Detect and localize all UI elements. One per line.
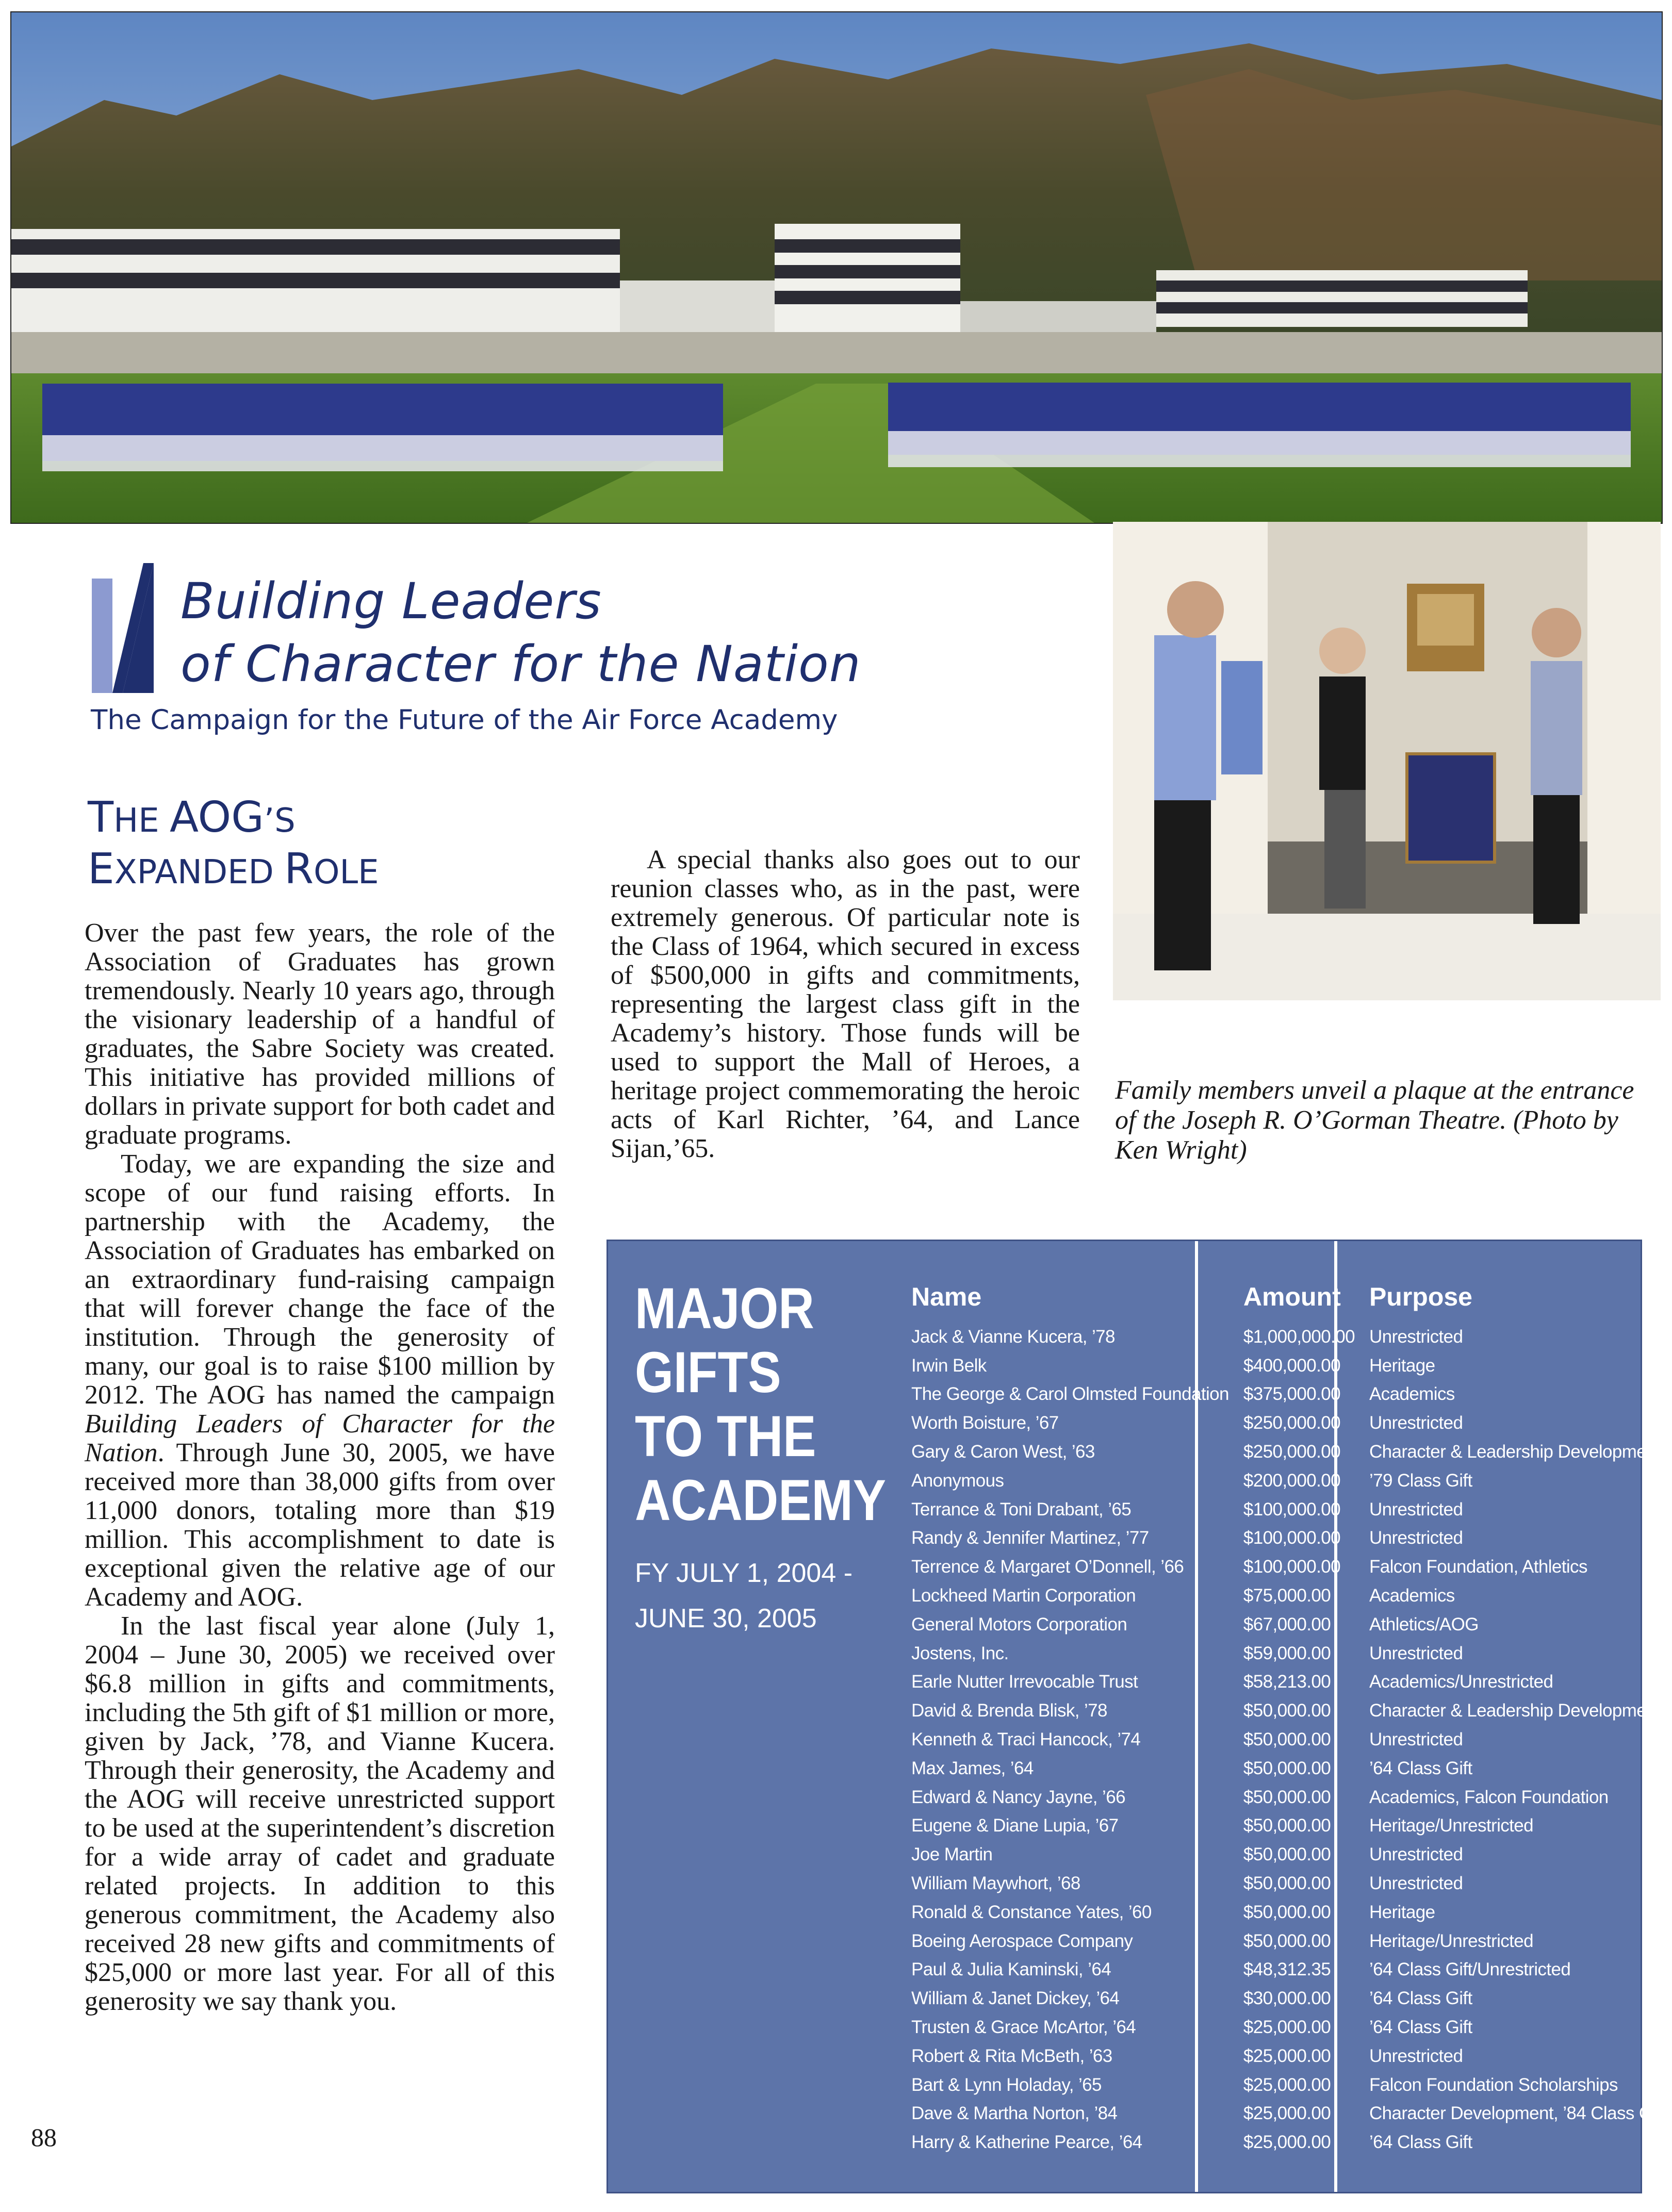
gift-amount: $200,000.00 xyxy=(1243,1470,1340,1491)
gift-amount: $30,000.00 xyxy=(1243,1988,1331,2009)
gift-purpose: Falcon Foundation, Athletics xyxy=(1369,1557,1587,1577)
table-row xyxy=(904,1984,1666,2013)
donor-name: William Maywhort, ’68 xyxy=(911,1873,1080,1894)
gift-purpose: Academics/Unrestricted xyxy=(1369,1672,1553,1692)
gift-purpose: Unrestricted xyxy=(1369,2045,1463,2066)
page-title-line-2: of Character for the Nation xyxy=(181,635,861,693)
table-row xyxy=(904,2071,1666,2100)
table-row xyxy=(904,1668,1666,1697)
donor-name: Gary & Caron West, ’63 xyxy=(911,1442,1095,1462)
table-row xyxy=(904,1524,1666,1553)
donor-name: Paul & Julia Kaminski, ’64 xyxy=(911,1959,1111,1980)
gift-purpose: Academics xyxy=(1369,1384,1455,1405)
table-row xyxy=(904,1639,1666,1668)
gift-purpose: Unrestricted xyxy=(1369,1844,1463,1865)
gift-amount: $250,000.00 xyxy=(1243,1413,1340,1433)
table-row xyxy=(904,1553,1666,1581)
gift-amount: $25,000.00 xyxy=(1243,2045,1331,2066)
gift-purpose: Academics, Falcon Foundation xyxy=(1369,1787,1609,1807)
section-heading-line-2: EXPANDED ROLE xyxy=(88,845,379,894)
gift-amount: $50,000.00 xyxy=(1243,1787,1331,1807)
article-column-2 xyxy=(611,846,1080,1163)
gift-purpose: Athletics/AOG xyxy=(1369,1614,1479,1635)
gift-purpose: ’64 Class Gift xyxy=(1369,2017,1472,2038)
gifts-title-line: TO THE xyxy=(635,1404,816,1468)
gift-purpose: ’64 Class Gift xyxy=(1369,1758,1472,1778)
table-row xyxy=(904,2128,1666,2157)
page-title-line-1: Building Leaders xyxy=(181,572,602,630)
gift-purpose: ’64 Class Gift/Unrestricted xyxy=(1369,1959,1571,1980)
donor-name: Dave & Martha Norton, ’84 xyxy=(911,2103,1118,2124)
gift-amount: $75,000.00 xyxy=(1243,1586,1331,1606)
gift-amount: $50,000.00 xyxy=(1243,1902,1331,1922)
gift-purpose: ’64 Class Gift xyxy=(1369,1988,1472,2009)
gift-purpose: Unrestricted xyxy=(1369,1326,1463,1347)
gift-purpose: Unrestricted xyxy=(1369,1499,1463,1520)
article-paragraph: A special thanks also goes out to our reunion classes who, as in the past, were extremely generous. Of particular note is the Class of 1964, which secured in excess of $500,000 in gifts and commitments, representing the largest class gift in the Academy’s history. Those funds will be used to support the Mall of Heroes, a heritage project commemorating the heroic acts of Karl Richter, ’64, and Lance Sijan,’65. xyxy=(611,845,1080,1163)
donor-name: Joe Martin xyxy=(911,1844,993,1865)
gift-amount: $100,000.00 xyxy=(1243,1499,1340,1520)
gift-purpose: Character Development, ’84 Class Gift xyxy=(1369,2103,1666,2124)
header-amount: Amount xyxy=(1243,1282,1341,1311)
donor-name: Randy & Jennifer Martinez, ’77 xyxy=(911,1528,1149,1548)
gift-amount: $58,213.00 xyxy=(1243,1672,1331,1692)
gift-purpose: Falcon Foundation Scholarships xyxy=(1369,2074,1618,2095)
parade-field-illustration xyxy=(11,12,1662,523)
gift-purpose: Character & Leadership Development xyxy=(1369,1442,1661,1462)
gift-amount: $250,000.00 xyxy=(1243,1442,1340,1462)
page-subtitle: The Campaign for the Future of the Air Force Academy xyxy=(91,704,838,736)
gift-amount: $48,312.35 xyxy=(1243,1959,1331,1980)
donor-name: Jack & Vianne Kucera, ’78 xyxy=(911,1326,1115,1347)
article-paragraph: In the last fiscal year alone (July 1, 2004 – June 30, 2005) we received over $6.8 million in gifts and commitments, including the 5th gift of $1 million or more, given by Jack, ’78, and Vianne Kucera. Through their generosity, the Academy and the AOG will receive unrestricted support to be used at the superintendent’s discretion for a wide array of cadet and graduate related projects. In addition to this generous commitment, the Academy also received 28 new gifts and commitments of $25,000 or more last year. For all of this generosity we say thank you. xyxy=(85,1611,555,2016)
gift-purpose: Unrestricted xyxy=(1369,1729,1463,1750)
gift-amount: $25,000.00 xyxy=(1243,2103,1331,2124)
table-row xyxy=(904,1610,1666,1639)
donor-name: Bart & Lynn Holaday, ’65 xyxy=(911,2074,1102,2095)
gift-amount: $50,000.00 xyxy=(1243,1844,1331,1865)
donor-name: General Motors Corporation xyxy=(911,1614,1127,1635)
donor-name: Eugene & Diane Lupia, ’67 xyxy=(911,1815,1119,1836)
gift-amount: $25,000.00 xyxy=(1243,2074,1331,2095)
gift-amount: $67,000.00 xyxy=(1243,1614,1331,1635)
donor-name: Terrence & Margaret O’Donnell, ’66 xyxy=(911,1557,1184,1577)
table-row xyxy=(904,1323,1666,1351)
gift-amount: $25,000.00 xyxy=(1243,2017,1331,2038)
gift-amount: $1,000,000.00 xyxy=(1243,1326,1355,1347)
donor-name: Jostens, Inc. xyxy=(911,1643,1009,1663)
gift-amount: $50,000.00 xyxy=(1243,1930,1331,1951)
table-row xyxy=(904,1438,1666,1466)
table-row xyxy=(904,1840,1666,1869)
gift-purpose: Unrestricted xyxy=(1369,1413,1463,1433)
table-row xyxy=(904,2100,1666,2128)
gift-amount: $50,000.00 xyxy=(1243,1815,1331,1836)
gift-purpose: Character & Leadership Development xyxy=(1369,1701,1661,1721)
donor-name: The George & Carol Olmsted Foundation xyxy=(911,1384,1229,1405)
gift-amount: $100,000.00 xyxy=(1243,1528,1340,1548)
plaque-unveiling-photo xyxy=(1113,522,1661,1000)
gift-amount: $100,000.00 xyxy=(1243,1557,1340,1577)
table-row xyxy=(904,1898,1666,1927)
gift-purpose: Academics xyxy=(1369,1586,1455,1606)
donor-name: Harry & Katherine Pearce, ’64 xyxy=(911,2132,1142,2153)
donor-name: Trusten & Grace McArtor, ’64 xyxy=(911,2017,1136,2038)
photo-caption: Family members unveil a plaque at the entrance of the Joseph R. O’Gorman Theatre. (Photo by Ken Wright) xyxy=(1115,1076,1634,1165)
article-paragraph: Today, we are expanding the size and scope of our fund raising efforts. In partnership with the Academy, the Association of Graduates has embarked on an extraordinary fund-raising campaign that will forever change the face of the institution. Through the generosity of many, our goal is to raise $100 million by 2012. The AOG has named the campaign Building Leaders of Character for the Nation. Through June 30, 2005, we have received more than 38,000 gifts from over 11,000 donors, totaling more than $19 million. This accomplishment to date is exceptional given the relative age of our Academy and AOG. xyxy=(85,1149,555,1612)
table-row xyxy=(904,1812,1666,1841)
gift-purpose: ’64 Class Gift xyxy=(1369,2132,1472,2153)
table-row xyxy=(904,1495,1666,1524)
gifts-title-line: ACADEMY xyxy=(635,1468,886,1532)
donor-name: Edward & Nancy Jayne, ’66 xyxy=(911,1787,1125,1807)
donor-name: Boeing Aerospace Company xyxy=(911,1930,1133,1951)
header-purpose: Purpose xyxy=(1369,1282,1472,1311)
donor-name: Robert & Rita McBeth, ’63 xyxy=(911,2045,1112,2066)
gifts-period-line-1: FY JULY 1, 2004 - xyxy=(635,1558,853,1588)
table-row xyxy=(904,1869,1666,1898)
major-gifts-table xyxy=(904,1281,1666,2157)
donor-name: Max James, ’64 xyxy=(911,1758,1034,1778)
gifts-period-line-2: JUNE 30, 2005 xyxy=(635,1604,817,1633)
table-row xyxy=(904,1380,1666,1409)
donor-name: Earle Nutter Irrevocable Trust xyxy=(911,1672,1138,1692)
gift-amount: $400,000.00 xyxy=(1243,1355,1340,1376)
donor-name: David & Brenda Blisk, ’78 xyxy=(911,1701,1107,1721)
gift-purpose: Heritage/Unrestricted xyxy=(1369,1930,1534,1951)
title-slash-logo xyxy=(92,563,154,693)
donor-name: Terrance & Toni Drabant, ’65 xyxy=(911,1499,1132,1520)
table-header-row xyxy=(904,1281,1666,1323)
gift-purpose: Unrestricted xyxy=(1369,1643,1463,1663)
donor-name: Anonymous xyxy=(911,1470,1004,1491)
gift-amount: $25,000.00 xyxy=(1243,2132,1331,2153)
page-number: 88 xyxy=(31,2123,57,2152)
table-row xyxy=(904,1783,1666,1812)
gifts-title-line: MAJOR xyxy=(635,1276,814,1341)
donor-name: Kenneth & Traci Hancock, ’74 xyxy=(911,1729,1141,1750)
hero-photo xyxy=(10,11,1663,524)
gift-purpose: Unrestricted xyxy=(1369,1873,1463,1894)
table-row xyxy=(904,1466,1666,1495)
table-row xyxy=(904,1956,1666,1985)
table-row xyxy=(904,1696,1666,1725)
gift-purpose: Heritage xyxy=(1369,1902,1435,1922)
gift-purpose: Unrestricted xyxy=(1369,1528,1463,1548)
gift-purpose: Heritage/Unrestricted xyxy=(1369,1815,1534,1836)
gift-amount: $50,000.00 xyxy=(1243,1729,1331,1750)
gifts-title-line: GIFTS xyxy=(635,1340,781,1405)
gift-amount: $50,000.00 xyxy=(1243,1758,1331,1778)
gift-amount: $59,000.00 xyxy=(1243,1643,1331,1663)
table-row xyxy=(904,1754,1666,1783)
table-row xyxy=(904,1725,1666,1754)
table-row xyxy=(904,2042,1666,2071)
major-gifts-panel xyxy=(606,1240,1666,2193)
donor-name: Worth Boisture, ’67 xyxy=(911,1413,1059,1433)
gift-amount: $50,000.00 xyxy=(1243,1873,1331,1894)
table-row xyxy=(904,1409,1666,1438)
gift-amount: $375,000.00 xyxy=(1243,1384,1340,1405)
table-row xyxy=(904,1927,1666,1956)
donor-name: Ronald & Constance Yates, ’60 xyxy=(911,1902,1152,1922)
donor-name: William & Janet Dickey, ’64 xyxy=(911,1988,1120,2009)
gift-rows xyxy=(904,1323,1666,2157)
section-heading-line-1: THE AOG’S xyxy=(88,793,296,842)
gift-purpose: ’79 Class Gift xyxy=(1369,1470,1472,1491)
header-name: Name xyxy=(911,1282,982,1311)
donor-name: Lockheed Martin Corporation xyxy=(911,1586,1136,1606)
plaque-unveiling-illustration xyxy=(1113,522,1661,1000)
article-column-1 xyxy=(85,919,555,2016)
table-row xyxy=(904,2013,1666,2042)
donor-name: Irwin Belk xyxy=(911,1355,987,1376)
table-row xyxy=(904,1581,1666,1610)
table-row xyxy=(904,1351,1666,1380)
article-paragraph: Over the past few years, the role of the Association of Graduates has grown tremendously. Nearly 10 years ago, through the visionary leadership of a handful of graduates, the Sabre Society was created. This initiative has provided millions of dollars in private support for both cadet and graduate programs. xyxy=(85,918,555,1150)
gift-amount: $50,000.00 xyxy=(1243,1701,1331,1721)
gift-purpose: Heritage xyxy=(1369,1355,1435,1376)
